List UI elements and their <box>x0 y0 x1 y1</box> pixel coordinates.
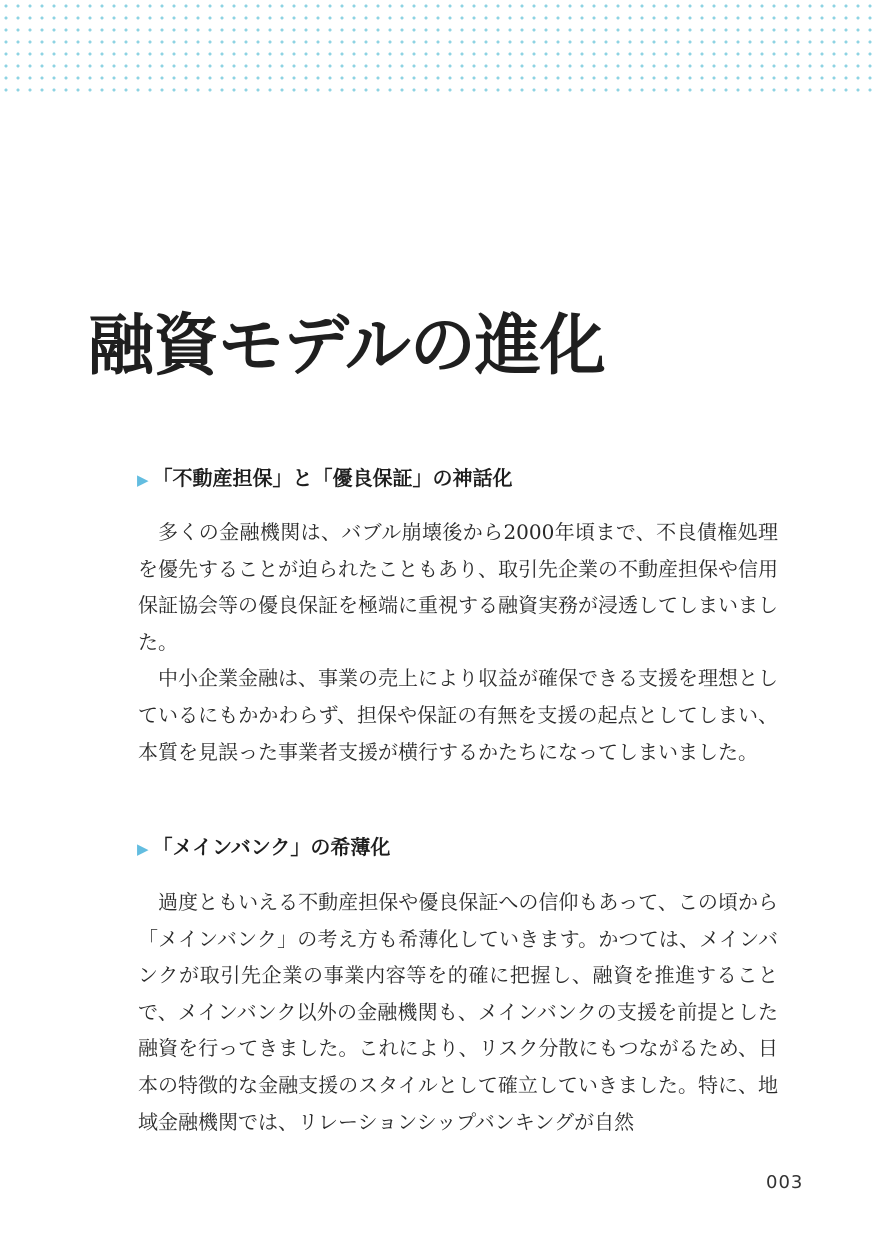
section-heading-text: 「メインバンク」の希薄化 <box>152 835 391 859</box>
section-body-mainbank <box>138 884 778 1140</box>
body-paragraph: 中小企業金融は、事業の売上により収益が確保できる支援を理想としているにもかかわらず、担保や保証の有無を支援の起点としてしまい、本質を見誤った事業者支援が横行するかたちになってしまいました。 <box>138 666 778 764</box>
body-paragraph: 過度ともいえる不動産担保や優良保証への信仰もあって、この頃から「メインバンク」の考え方も希薄化していきます。かつては、メインバンクが取引先企業の事業内容等を的確に把握し、融資を推進することで、メインバンク以外の金融機関も、メインバンクの支援を前提とした融資を行ってきました。これにより、リスク分散にもつながるため、日本の特徴的な金融支援のスタイルとして確立していきました。特に、地域金融機関では、リレーションシップバンキングが自然 <box>138 890 778 1134</box>
section-heading-mainbank <box>137 832 837 864</box>
triangle-marker-icon: ▶ <box>137 840 149 858</box>
dotted-header-pattern <box>0 0 875 98</box>
section-heading-myth <box>137 463 837 495</box>
page-number: 003 <box>766 1172 804 1193</box>
triangle-marker-icon: ▶ <box>137 471 149 489</box>
section-heading-text: 「不動産担保」と「優良保証」の神話化 <box>152 466 513 490</box>
section-body-myth <box>138 514 778 770</box>
body-paragraph: 多くの金融機関は、バブル崩壊後から2000年頃まで、不良債権処理を優先することが迫られたこともあり、取引先企業の不動産担保や信用保証協会等の優良保証を極端に重視する融資実務が浸透してしまいました。 <box>138 520 778 654</box>
page-title: 融資モデルの進化 <box>88 307 605 384</box>
